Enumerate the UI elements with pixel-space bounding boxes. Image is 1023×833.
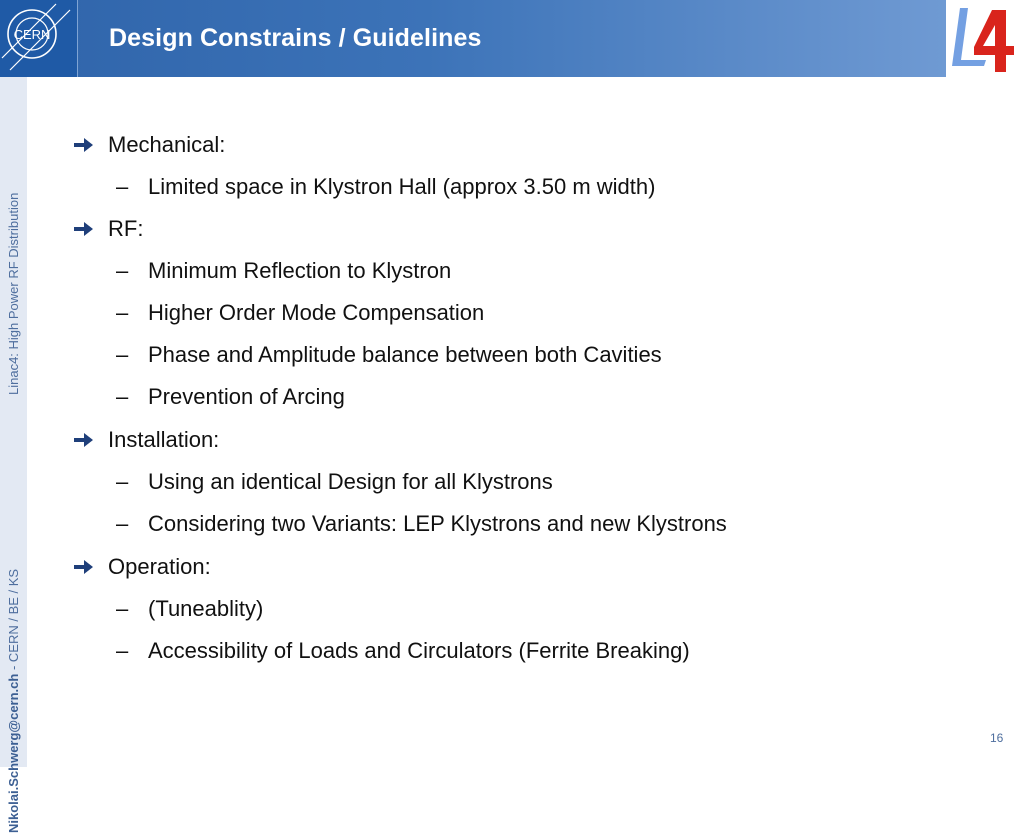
sidebar-affiliation: - CERN / BE / KS <box>6 568 21 674</box>
sidebar-caption <box>3 153 25 833</box>
sub-bullet-text: Limited space in Klystron Hall (approx 3.50 m width) <box>148 174 656 199</box>
sub-bullet-text: (Tuneablity) <box>148 596 264 621</box>
title-bar <box>0 0 946 77</box>
cern-logo <box>0 0 78 77</box>
arrow-icon <box>72 130 96 160</box>
bullet-label: Mechanical: <box>108 132 226 157</box>
sub-bullet-text: Accessibility of Loads and Circulators (Ferrite Breaking) <box>148 638 690 663</box>
dash-marker: – <box>116 638 129 663</box>
dash-marker: – <box>116 342 129 367</box>
arrow-icon <box>72 214 96 244</box>
cern-logo-text: CERN <box>13 27 51 42</box>
dash-marker: – <box>116 596 129 621</box>
sub-bullet-text: Minimum Reflection to Klystron <box>148 258 452 283</box>
sub-bullet-text: Prevention of Arcing <box>148 384 345 409</box>
dash-marker: – <box>116 511 129 536</box>
sidebar-presentation-title: Linac4: High Power RF Distribution <box>6 192 21 395</box>
sidebar-author: Nikolai.Schwerg@cern.ch <box>6 673 21 833</box>
sub-bullet-text: Using an identical Design for all Klystrons <box>148 469 553 494</box>
sub-bullet-text: Higher Order Mode Compensation <box>148 300 485 325</box>
dash-marker: – <box>116 469 129 494</box>
bullet-label: RF: <box>108 216 144 241</box>
dash-marker: – <box>116 300 129 325</box>
linac4-logo <box>946 0 1023 77</box>
dash-marker: – <box>116 384 129 409</box>
sidebar-band <box>0 77 27 833</box>
bullet-label: Installation: <box>108 427 220 452</box>
sub-bullet-text: Phase and Amplitude balance between both Cavities <box>148 342 662 367</box>
page-number: 16 <box>990 731 1004 745</box>
sidebar-author-line <box>3 569 25 833</box>
slide-title: Design Constrains / Guidelines <box>109 24 482 52</box>
arrow-icon <box>72 425 96 455</box>
dash-marker: – <box>116 174 129 199</box>
dash-marker: – <box>116 258 129 283</box>
bullet-label: Operation: <box>108 554 211 579</box>
arrow-icon <box>72 552 96 582</box>
sub-bullet-text: Considering two Variants: LEP Klystrons and new Klystrons <box>148 511 727 536</box>
